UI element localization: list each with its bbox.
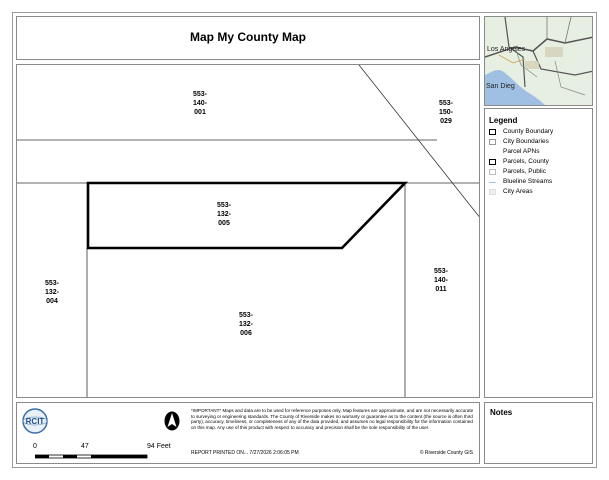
overview-inset-map bbox=[484, 16, 593, 106]
parcel-apn-label: 553- 140- 011 bbox=[434, 268, 449, 293]
footer-panel bbox=[16, 402, 480, 464]
parcel-apn-label: 553- 132- 004 bbox=[45, 280, 60, 305]
inset-label-san-diego: San Dieg bbox=[486, 83, 515, 90]
parcel-lines bbox=[17, 65, 480, 398]
parcels-public-symbol bbox=[489, 169, 496, 175]
report-printed-text: REPORT PRINTED ON... 7/27/2026 2:06:05 PM bbox=[191, 450, 299, 456]
svg-text:RCIT: RCIT bbox=[25, 417, 45, 426]
selected-parcel-outline[interactable] bbox=[88, 183, 405, 248]
parcel-apn-label: 553- 132- 005 bbox=[217, 202, 232, 227]
north-arrow-icon bbox=[164, 411, 180, 431]
copyright-text: © Riverside County GIS bbox=[419, 450, 473, 456]
title-panel bbox=[16, 16, 480, 60]
rcit-logo bbox=[20, 407, 56, 435]
parcel-apn-label: 553- 132- 006 bbox=[239, 312, 254, 337]
legend-title: Legend bbox=[489, 116, 518, 125]
scale-label-zero: 0 bbox=[33, 443, 37, 450]
parcel-apn-label: 553- 150- 029 bbox=[439, 100, 454, 125]
blueline-streams-symbol bbox=[489, 182, 496, 183]
scale-label-mid: 47 bbox=[81, 443, 89, 450]
parcel-apn-label: 553- 140- 001 bbox=[193, 91, 208, 116]
county-boundary-symbol bbox=[489, 129, 496, 135]
overview-map-graphic bbox=[485, 17, 593, 106]
map-title: Map My County Map bbox=[190, 30, 306, 44]
parcel-line bbox=[359, 65, 480, 219]
legend-panel: Legend County Boundary City Boundaries Parcel APNs Parcels, County Parcels, Public Blueline Streams City Areas bbox=[484, 108, 593, 398]
scale-label-end: 94 Feet bbox=[147, 443, 171, 450]
inset-label-los-angeles: Los Angeles bbox=[487, 46, 526, 53]
disclaimer-text: *IMPORTANT* Maps and data are to be used for reference purposes only. Map features are approximate, and are not necessarily accurate to surveying or engineering standards. The County of Riverside makes no warranty or guarantee as to the content (the source is often third party), accuracy, timeliness, or completeness of any of the data provided, and assumes no legal responsibility for the information contained on this map. Any use of this product with respect to accuracy and precision shall be the sole responsibility of the user. bbox=[191, 408, 474, 430]
city-boundary-symbol bbox=[489, 139, 496, 145]
parcels-county-symbol bbox=[489, 159, 496, 165]
notes-title: Notes bbox=[490, 408, 513, 417]
city-areas-symbol bbox=[489, 189, 496, 195]
map-view[interactable] bbox=[16, 64, 480, 398]
notes-panel bbox=[484, 402, 593, 464]
